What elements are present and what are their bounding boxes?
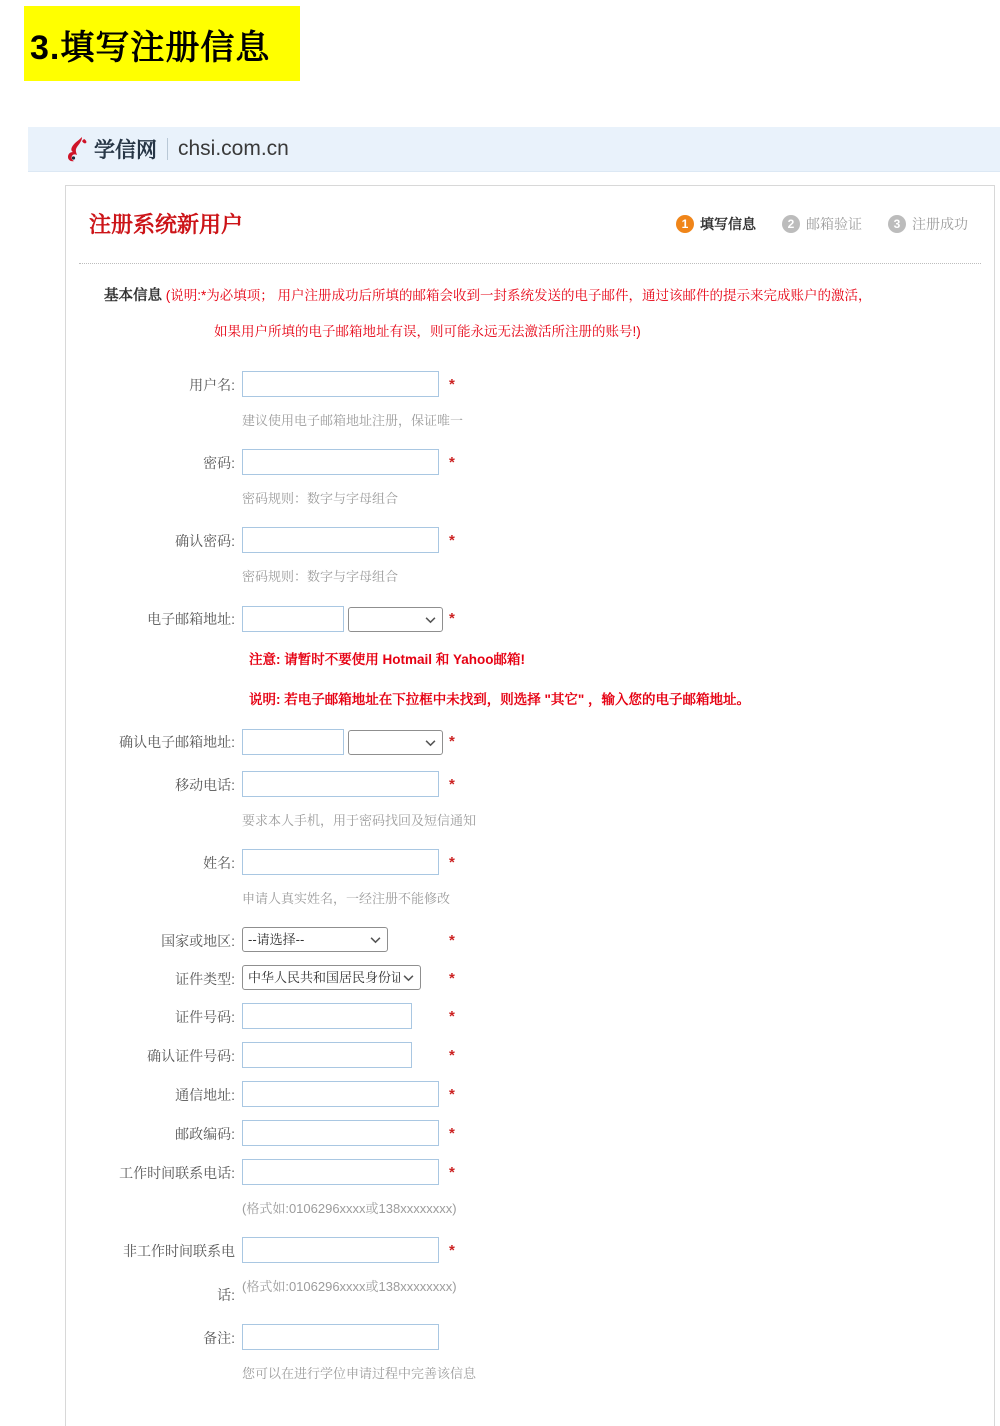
field-row-confirm-id-number [90, 1042, 994, 1068]
field-row-country [90, 927, 994, 952]
field-row-remark [90, 1324, 994, 1382]
confirm-password-label: 确认密码: [175, 533, 235, 549]
id-type-select[interactable] [242, 965, 421, 990]
required-star: * [449, 854, 455, 871]
logo-divider [167, 138, 168, 160]
panel-header [66, 186, 994, 239]
offwork-phone-input[interactable] [242, 1237, 439, 1263]
username-input[interactable] [242, 371, 439, 397]
offwork-phone-label: 非工作时间联系电 话: [123, 1243, 235, 1303]
field-row-username [90, 371, 994, 429]
address-label: 通信地址: [175, 1087, 235, 1103]
password-input[interactable] [242, 449, 439, 475]
field-row-confirm-email [90, 728, 994, 755]
mobile-hint: 要求本人手机，用于密码找回及短信通知 [242, 813, 477, 828]
remark-input[interactable] [242, 1324, 439, 1350]
required-star: * [449, 1047, 455, 1064]
password-hint: 密码规则：数字与字母组合 [242, 491, 399, 506]
required-star: * [449, 1008, 455, 1025]
offwork-phone-hint: (格式如:0106296xxxx或138xxxxxxxx) [242, 1279, 457, 1294]
site-domain: chsi.com.cn [178, 137, 289, 160]
confirm-id-number-input[interactable] [242, 1042, 412, 1068]
postcode-label: 邮政编码: [175, 1126, 235, 1142]
username-hint: 建议使用电子邮箱地址注册，保证唯一 [242, 413, 464, 428]
id-number-input[interactable] [242, 1003, 412, 1029]
required-star: * [449, 970, 455, 987]
registration-form [66, 371, 994, 1382]
site-name: 学信网 [94, 139, 157, 162]
step-success: 3 注册成功 [888, 214, 968, 234]
email-label: 电子邮箱地址: [147, 611, 235, 627]
work-phone-hint: (格式如:0106296xxxx或138xxxxxxxx) [242, 1201, 457, 1216]
section-note-line2: 如果用户所填的电子邮箱地址有误，则可能永远无法激活所注册的账号!) [214, 324, 641, 339]
step-1-badge: 1 [676, 215, 694, 233]
section-title: 基本信息 [104, 288, 162, 304]
confirm-email-input[interactable] [242, 729, 344, 755]
email-domain-select[interactable] [348, 607, 443, 632]
confirm-email-domain-select[interactable] [348, 730, 443, 755]
field-row-name [90, 849, 994, 907]
required-star: * [449, 776, 455, 793]
required-star: * [449, 932, 455, 949]
work-phone-label: 工作时间联系电话: [119, 1165, 235, 1181]
password-label: 密码: [203, 455, 235, 471]
field-row-postcode [90, 1120, 994, 1146]
id-number-label: 证件号码: [175, 1009, 235, 1025]
field-row-email [90, 605, 994, 632]
required-star: * [449, 1086, 455, 1103]
required-star: * [449, 454, 455, 471]
mobile-label: 移动电话: [175, 777, 235, 793]
remark-label: 备注: [203, 1330, 235, 1346]
work-phone-input[interactable] [242, 1159, 439, 1185]
name-label: 姓名: [203, 855, 235, 871]
required-star: * [449, 610, 455, 627]
site-header [28, 127, 1000, 172]
field-row-address [90, 1081, 994, 1107]
country-select[interactable] [242, 927, 388, 952]
id-type-label: 证件类型: [175, 971, 235, 987]
required-star: * [449, 1164, 455, 1181]
email-warning-note: 注意: 请暂时不要使用 Hotmail 和 Yahoo邮箱! [249, 652, 526, 667]
confirm-email-label: 确认电子邮箱地址: [119, 734, 235, 750]
field-row-id-type [90, 965, 994, 990]
confirm-password-input[interactable] [242, 527, 439, 553]
section-note-line1: (说明:*为必填项； 用户注册成功后所填的邮箱会收到一封系统发送的电子邮件，通过该邮件的提示来完成账户的激活， [165, 288, 872, 303]
field-row-mobile [90, 771, 994, 829]
page-title: 注册系统新用户 [89, 212, 244, 237]
name-hint: 申请人真实姓名，一经注册不能修改 [242, 891, 451, 906]
field-row-id-number [90, 1003, 994, 1029]
confirm-password-hint: 密码规则：数字与字母组合 [242, 569, 399, 584]
remark-hint: 您可以在进行学位申请过程中完善该信息 [242, 1366, 477, 1381]
confirm-id-number-label: 确认证件号码: [147, 1048, 235, 1064]
field-row-password [90, 449, 994, 507]
instruction-banner: 3.填写注册信息 [24, 6, 300, 81]
required-star: * [449, 532, 455, 549]
step-fill-info: 1 填写信息 [676, 214, 756, 234]
username-label: 用户名: [189, 377, 235, 393]
step-3-badge: 3 [888, 215, 906, 233]
required-star: * [449, 376, 455, 393]
name-input[interactable] [242, 849, 439, 875]
email-instruction-note: 说明: 若电子邮箱地址在下拉框中未找到，则选择 "其它" ，输入您的电子邮箱地址。 [249, 692, 751, 707]
address-input[interactable] [242, 1081, 439, 1107]
required-star: * [449, 1242, 455, 1259]
step-2-badge: 2 [782, 215, 800, 233]
registration-panel [65, 185, 995, 1426]
postcode-input[interactable] [242, 1120, 439, 1146]
required-star: * [449, 733, 455, 750]
field-row-confirm-password [90, 527, 994, 585]
mobile-input[interactable] [242, 771, 439, 797]
chsi-logo-icon [62, 135, 88, 163]
email-input[interactable] [242, 606, 344, 632]
country-label: 国家或地区: [161, 933, 235, 949]
progress-steps [676, 214, 968, 234]
field-row-work-phone [90, 1159, 994, 1217]
required-star: * [449, 1125, 455, 1142]
field-row-offwork-phone [90, 1237, 994, 1304]
step-email-verify: 2 邮箱验证 [782, 214, 862, 234]
section-basic-info [66, 264, 994, 341]
